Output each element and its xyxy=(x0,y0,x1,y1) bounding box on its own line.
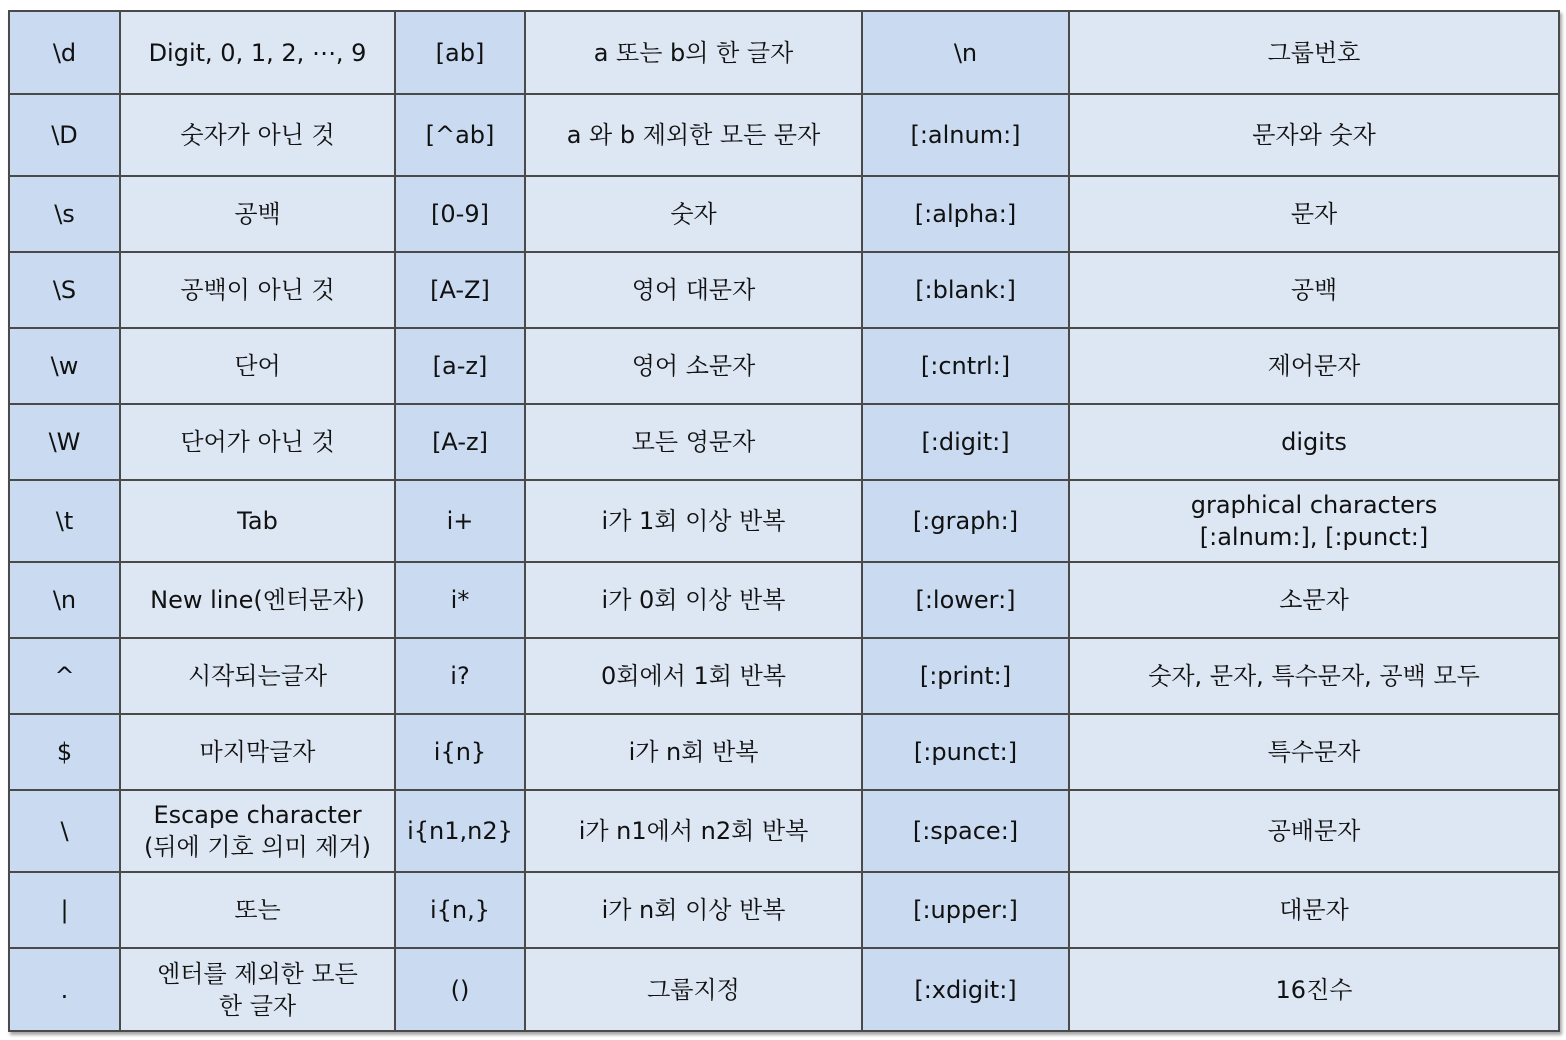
cell-metachar-meaning: Tab xyxy=(120,480,395,562)
cell-pattern-meaning: i가 0회 이상 반복 xyxy=(525,562,862,638)
cell-posix-class: [:upper:] xyxy=(862,872,1069,948)
cell-metachar-meaning: 단어 xyxy=(120,328,395,404)
cell-pattern: [ab] xyxy=(395,11,525,94)
cell-posix-class-meaning: graphical characters [:alnum:], [:punct:] xyxy=(1069,480,1559,562)
table-row xyxy=(9,11,1559,94)
cell-metachar-meaning: 또는 xyxy=(120,872,395,948)
table-row xyxy=(9,638,1559,714)
cell-pattern: i+ xyxy=(395,480,525,562)
cell-metachar: \W xyxy=(9,404,120,480)
cell-pattern: i* xyxy=(395,562,525,638)
cell-metachar: \t xyxy=(9,480,120,562)
cell-pattern-meaning: i가 n회 이상 반복 xyxy=(525,872,862,948)
cell-metachar: . xyxy=(9,948,120,1031)
cell-posix-class-meaning: 공배문자 xyxy=(1069,790,1559,872)
cell-metachar: \d xyxy=(9,11,120,94)
cell-pattern: () xyxy=(395,948,525,1031)
cell-posix-class: [:alnum:] xyxy=(862,94,1069,176)
cell-metachar-meaning: Escape character (뒤에 기호 의미 제거) xyxy=(120,790,395,872)
regex-reference-table xyxy=(8,10,1560,1032)
table-row xyxy=(9,328,1559,404)
cell-metachar-meaning: 공백 xyxy=(120,176,395,252)
cell-metachar-meaning: 숫자가 아닌 것 xyxy=(120,94,395,176)
cell-posix-class-meaning: 공백 xyxy=(1069,252,1559,328)
cell-metachar-meaning: New line(엔터문자) xyxy=(120,562,395,638)
cell-posix-class: [:space:] xyxy=(862,790,1069,872)
cell-metachar-meaning: 공백이 아닌 것 xyxy=(120,252,395,328)
cell-metachar-meaning: 마지막글자 xyxy=(120,714,395,790)
cell-pattern-meaning: i가 n1에서 n2회 반복 xyxy=(525,790,862,872)
table-body xyxy=(9,11,1559,1031)
cell-posix-class-meaning: 문자와 숫자 xyxy=(1069,94,1559,176)
table-row xyxy=(9,790,1559,872)
cell-pattern-meaning: i가 n회 반복 xyxy=(525,714,862,790)
cell-metachar: \w xyxy=(9,328,120,404)
cell-posix-class-meaning: 제어문자 xyxy=(1069,328,1559,404)
cell-posix-class-meaning: 대문자 xyxy=(1069,872,1559,948)
table-row xyxy=(9,714,1559,790)
cell-posix-class-meaning: 16진수 xyxy=(1069,948,1559,1031)
cell-posix-class: [:print:] xyxy=(862,638,1069,714)
cell-metachar: \s xyxy=(9,176,120,252)
cell-metachar-meaning: Digit, 0, 1, 2, ⋯, 9 xyxy=(120,11,395,94)
cell-metachar-meaning: 단어가 아닌 것 xyxy=(120,404,395,480)
cell-metachar: \D xyxy=(9,94,120,176)
cell-pattern: [A-Z] xyxy=(395,252,525,328)
cell-posix-class-meaning: 문자 xyxy=(1069,176,1559,252)
table-row xyxy=(9,480,1559,562)
cell-pattern-meaning: a 또는 b의 한 글자 xyxy=(525,11,862,94)
cell-pattern: i{n} xyxy=(395,714,525,790)
table-row xyxy=(9,176,1559,252)
table-row xyxy=(9,562,1559,638)
cell-posix-class-meaning: 소문자 xyxy=(1069,562,1559,638)
cell-pattern-meaning: 그룹지정 xyxy=(525,948,862,1031)
cell-posix-class: [:graph:] xyxy=(862,480,1069,562)
cell-pattern-meaning: i가 1회 이상 반복 xyxy=(525,480,862,562)
cell-posix-class: [:punct:] xyxy=(862,714,1069,790)
cell-metachar: ^ xyxy=(9,638,120,714)
cell-pattern-meaning: a 와 b 제외한 모든 문자 xyxy=(525,94,862,176)
table-row xyxy=(9,948,1559,1031)
cell-posix-class: [:digit:] xyxy=(862,404,1069,480)
cell-metachar: \ xyxy=(9,790,120,872)
cell-metachar: \S xyxy=(9,252,120,328)
cell-pattern: [0-9] xyxy=(395,176,525,252)
cell-pattern-meaning: 모든 영문자 xyxy=(525,404,862,480)
cell-posix-class: [:blank:] xyxy=(862,252,1069,328)
cell-pattern-meaning: 0회에서 1회 반복 xyxy=(525,638,862,714)
cell-metachar-meaning: 시작되는글자 xyxy=(120,638,395,714)
cell-posix-class: [:xdigit:] xyxy=(862,948,1069,1031)
cell-posix-class: [:lower:] xyxy=(862,562,1069,638)
cell-pattern: [^ab] xyxy=(395,94,525,176)
table-row xyxy=(9,252,1559,328)
table-row xyxy=(9,94,1559,176)
cell-pattern: i{n,} xyxy=(395,872,525,948)
cell-pattern: [A-z] xyxy=(395,404,525,480)
table-row xyxy=(9,872,1559,948)
cell-pattern: i{n1,n2} xyxy=(395,790,525,872)
cell-posix-class: [:alpha:] xyxy=(862,176,1069,252)
cell-pattern-meaning: 영어 대문자 xyxy=(525,252,862,328)
cell-posix-class-meaning: 그룹번호 xyxy=(1069,11,1559,94)
cell-posix-class-meaning: digits xyxy=(1069,404,1559,480)
cell-metachar: | xyxy=(9,872,120,948)
cell-pattern: i? xyxy=(395,638,525,714)
cell-metachar-meaning: 엔터를 제외한 모든 한 글자 xyxy=(120,948,395,1031)
table-row xyxy=(9,404,1559,480)
cell-posix-class-meaning: 특수문자 xyxy=(1069,714,1559,790)
cell-pattern-meaning: 숫자 xyxy=(525,176,862,252)
cell-posix-class-meaning: 숫자, 문자, 특수문자, 공백 모두 xyxy=(1069,638,1559,714)
cell-pattern-meaning: 영어 소문자 xyxy=(525,328,862,404)
cell-posix-class: [:cntrl:] xyxy=(862,328,1069,404)
cell-metachar: \n xyxy=(9,562,120,638)
cell-posix-class: \n xyxy=(862,11,1069,94)
cell-pattern: [a-z] xyxy=(395,328,525,404)
cell-metachar: $ xyxy=(9,714,120,790)
